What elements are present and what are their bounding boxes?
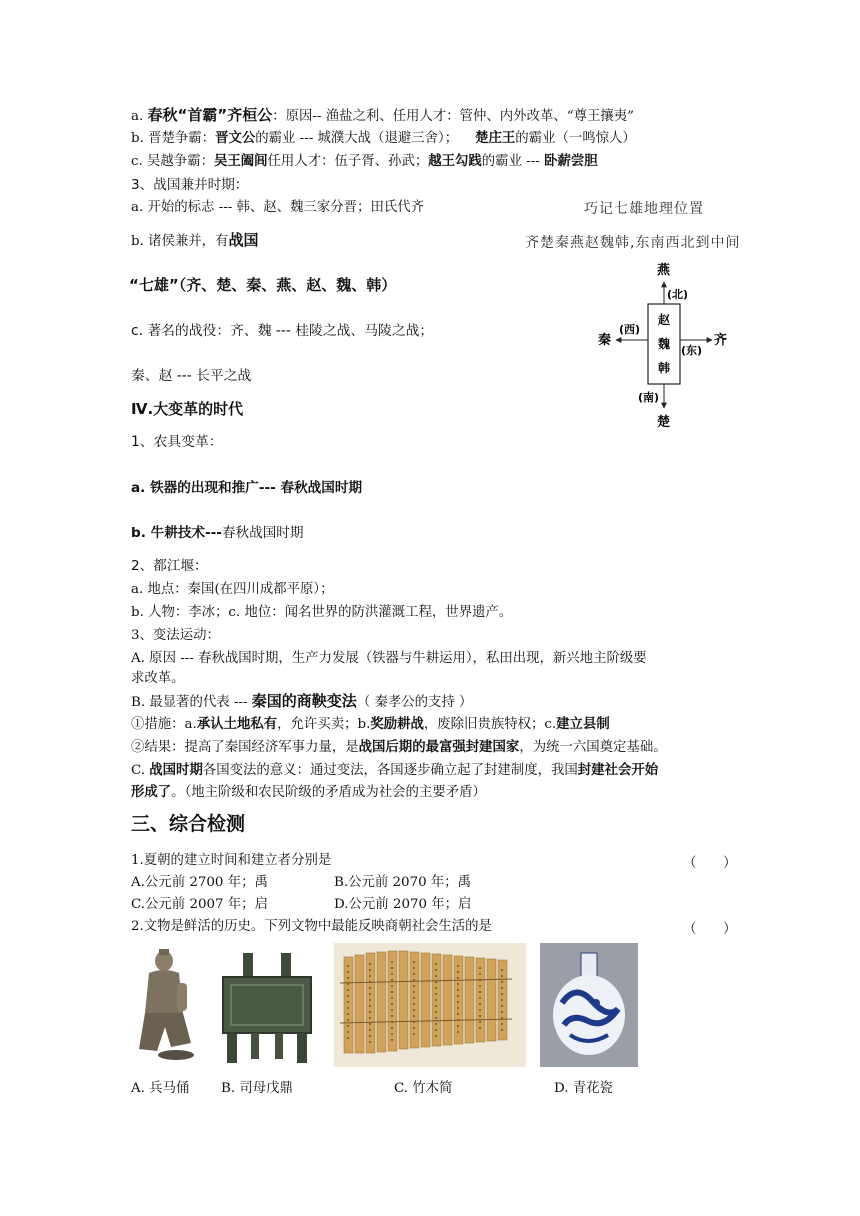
reform-B: B. 最显著的代表 --- 秦国的商鞅变法（ 秦孝公的支持 ）	[131, 692, 473, 710]
warring-a: a. 开始的标志 --- 韩、赵、魏三家分晋；田氏代齐	[131, 200, 425, 215]
state-west: 秦	[598, 333, 612, 348]
reform-measures: ①措施：a.承认土地私有，允许买卖；b.奖励耕战，废除旧贵族特权；c.建立县制	[131, 717, 610, 732]
dujiang-heading: 2、都江堰：	[131, 558, 208, 574]
change-heading: Ⅳ.大变革的时代	[131, 400, 244, 418]
bamboo-slips-image	[334, 943, 526, 1067]
center-han: 韩	[658, 361, 671, 375]
state-east: 齐	[714, 333, 728, 348]
seven-powers: “七雄”（齐、楚、秦、燕、赵、魏、韩）	[129, 276, 397, 294]
q1-answer-blank[interactable]: （ ）	[683, 856, 737, 871]
dujiang-a: a. 地点：秦国(在四川成都平原）；	[131, 582, 334, 597]
reform-result: ②结果：提高了秦国经济军事力量，是战国后期的最富强封建国家，为统一六国奠定基础。	[131, 740, 667, 755]
qi-huangong-bold: 春秋“首霸”齐桓公	[147, 106, 273, 124]
simuwu-ding-image	[213, 949, 320, 1067]
reform-A1: A. 原因 --- 春秋战国时期，生产力发展（铁器与牛耕运用），私田出现，新兴地主阶级要	[131, 651, 647, 666]
tools-b: b. 牛耕技术---春秋战国时期	[131, 525, 304, 541]
tools-heading: 1、农具变革：	[131, 434, 223, 450]
caption-d: D. 青花瓷	[554, 1081, 613, 1096]
q1-option-c[interactable]: C.公元前 2007 年；启	[131, 897, 268, 912]
q2-text: 2.文物是鲜活的历史。下列文物中最能反映商朝社会生活的是	[131, 919, 492, 934]
line-wu-yue: c. 吴越争霸：吴王阖闾任用人才：伍子胥、孙武；越王勾践的霸业 --- 卧薪尝胆	[131, 154, 598, 169]
dir-north: (北)	[667, 288, 689, 301]
caption-b: B. 司母戊鼎	[221, 1081, 293, 1096]
blue-white-porcelain-image	[540, 943, 638, 1067]
dujiang-b: b. 人物：李冰；c. 地位：闻名世界的防洪灌溉工程，世界遗产。	[131, 605, 513, 620]
state-north: 燕	[657, 263, 671, 278]
dir-south: (南)	[638, 391, 660, 404]
reform-heading: 3、变法运动：	[131, 628, 220, 643]
q1-option-a[interactable]: A.公元前 2700 年；禹	[131, 875, 268, 890]
reform-C2: 形成了。（地主阶级和农民阶级的矛盾成为社会的主要矛盾）	[131, 785, 486, 800]
state-south: 楚	[657, 415, 671, 430]
map-title-2: 齐楚秦燕赵魏韩,东南西北到中间	[525, 235, 741, 251]
q1-text: 1.夏朝的建立时间和建立者分别是	[131, 853, 332, 868]
dir-west: (西)	[619, 323, 641, 336]
q1-option-b[interactable]: B.公元前 2070 年；禹	[334, 875, 472, 890]
warring-c: c. 著名的战役：齐、魏 --- 桂陵之战、马陵之战；	[131, 323, 434, 339]
caption-c: C. 竹木简	[394, 1081, 453, 1096]
center-zhao: 赵	[658, 313, 671, 327]
caption-a: A. 兵马俑	[131, 1081, 190, 1096]
test-heading: 三、综合检测	[131, 813, 246, 835]
warring-heading: 3、战国兼并时期：	[131, 177, 249, 193]
map-title-1: 巧记七雄地理位置	[584, 201, 704, 217]
dir-east: (东)	[681, 344, 703, 357]
seven-states-diagram	[590, 256, 740, 432]
reform-A2: 求改革。	[131, 671, 185, 686]
center-wei: 魏	[658, 337, 671, 351]
warring-b: b. 诸侯兼并，有战国	[131, 231, 259, 249]
tools-a: a. 铁器的出现和推广--- 春秋战国时期	[131, 480, 363, 496]
terracotta-warrior-image	[131, 943, 201, 1063]
q1-option-d[interactable]: D.公元前 2070 年；启	[334, 897, 472, 912]
reform-C1: C. 战国时期各国变法的意义：通过变法，各国逐步确立起了封建制度，我国封建社会开始	[131, 763, 659, 778]
q2-answer-blank[interactable]: （ ）	[683, 922, 737, 937]
line-qi-huangong: a. 春秋“首霸”齐桓公：原因-- 渔盐之利、任用人才：管仲、内外改革、“尊王攘夷”	[131, 106, 634, 124]
line-jin-chu: b. 晋楚争霸：晋文公的霸业 --- 城濮大战（退避三舍）； 楚庄王的霸业（一鸣惊人）	[131, 131, 636, 146]
warring-c2: 秦、赵 --- 长平之战	[131, 368, 252, 384]
